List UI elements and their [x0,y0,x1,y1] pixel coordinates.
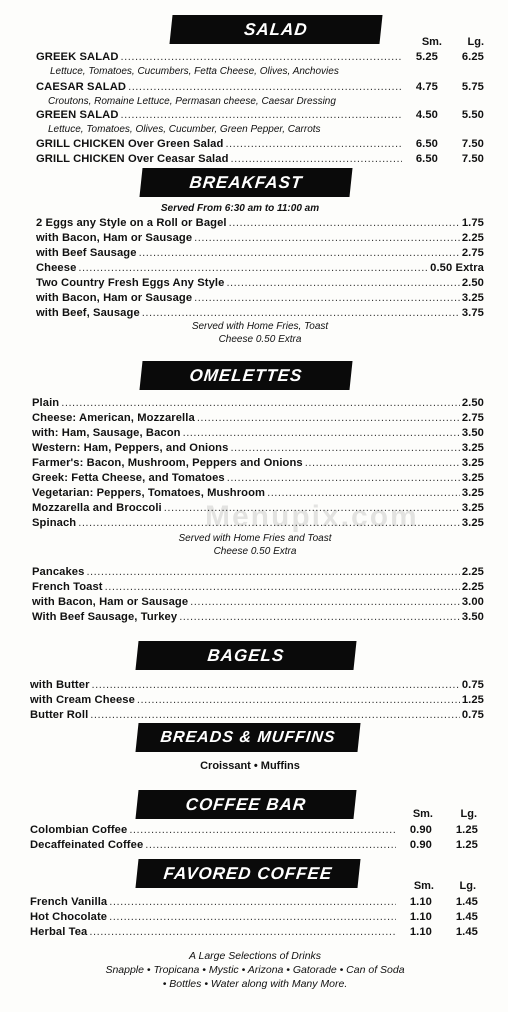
item-name: Herbal Tea [30,926,88,938]
menu-item [36,261,484,275]
item-description: Lettuce, Tomatoes, Cucumbers, Fetta Cheese, Olives, Anchovies [50,66,339,77]
item-price: 3.25 [461,502,484,514]
menu-item [30,823,478,837]
item-name: GREEK SALAD [36,51,119,63]
menu-item [36,50,484,64]
item-price: 3.25 [461,442,484,454]
menu-item [36,108,484,122]
item-price-sm: 0.90 [409,839,432,851]
menu-item [30,910,478,924]
item-description: Croutons, Romaine Lettuce, Permasan cheese, Caesar Dressing [48,96,336,107]
item-price-lg: 7.50 [461,138,484,150]
breakfast-note: Served with Home Fries, Toast [191,321,329,332]
item-name: with Butter [30,679,90,691]
menu-item [32,486,484,500]
item-name: Butter Roll [30,709,89,721]
watermark: Menupix.com [205,500,419,533]
item-name: CAESAR SALAD [36,81,127,93]
menu-item [30,925,478,939]
salad-col-sm: Sm. [421,36,442,48]
item-price-sm: 1.10 [409,896,432,908]
drinks-list: Snapple • Tropicana • Mystic • Arizona • Gatorade • Can of Soda [105,964,405,976]
item-name: Decaffeinated Coffee [30,839,144,851]
salad-col-lg: Lg. [467,36,484,48]
item-name: Two Country Fresh Eggs Any Style [36,277,225,289]
item-name: With Beef Sausage, Turkey [32,611,178,623]
item-name: GRILL CHICKEN Over Ceasar Salad [36,153,229,165]
item-name: GRILL CHICKEN Over Green Salad [36,138,224,150]
menu-item [36,246,484,260]
item-price-lg: 6.25 [461,51,484,63]
omelettes-note: Served with Home Fries and Toast [178,533,332,544]
item-name: with Cream Cheese [30,694,135,706]
menu-item [36,216,484,230]
item-price: 1.25 [461,694,484,706]
item-price: 3.25 [461,292,484,304]
item-name: with Bacon, Ham or Sausage [36,292,193,304]
bagels-banner: BAGELS [135,641,356,670]
menu-item [36,231,484,245]
menu-item [32,610,484,624]
item-name: with Bacon, Ham or Sausage [32,596,189,608]
item-price: 2.25 [461,581,484,593]
menu-item [36,306,484,320]
coffee-bar-banner: COFFEE BAR [135,790,356,819]
menu-item [32,396,484,410]
item-price-sm: 4.75 [415,81,438,93]
item-name: with Beef, Sausage [36,307,140,319]
item-name: Mozzarella and Broccoli [32,502,162,514]
item-name: Plain [32,397,60,409]
menu-item [30,895,478,909]
item-price: 2.25 [461,566,484,578]
item-price-sm: 6.50 [415,138,438,150]
item-price: 2.50 [461,277,484,289]
item-name: Cheese: American, Mozzarella [32,412,195,424]
item-name: Vegetarian: Peppers, Tomatoes, Mushroom [32,487,266,499]
favored-size-header [404,880,476,892]
favored-col-sm: Sm. [413,880,434,892]
item-price: 0.75 [461,709,484,721]
menu-item [32,456,484,470]
item-price: 2.75 [461,412,484,424]
item-name: French Toast [32,581,103,593]
item-name: Pancakes [32,566,85,578]
coffee-col-lg: Lg. [460,808,477,820]
menu-item [32,565,484,579]
item-price-sm: 1.10 [409,926,432,938]
item-name: with Bacon, Ham or Sausage [36,232,193,244]
item-price: 3.00 [461,596,484,608]
menu-item [30,678,484,692]
item-name: French Vanilla [30,896,108,908]
item-price-sm: 1.10 [409,911,432,923]
item-price-lg: 1.45 [455,896,478,908]
item-description: Lettuce, Tomatoes, Olives, Cucumber, Green Pepper, Carrots [48,124,321,135]
salad-size-header [400,36,484,48]
item-price: 0.75 [461,679,484,691]
item-name: Western: Ham, Peppers, and Onions [32,442,229,454]
item-price-lg: 1.45 [455,926,478,938]
item-price-lg: 1.45 [455,911,478,923]
menu-item [32,580,484,594]
menu-item [32,441,484,455]
breads-items: Croissant • Muffins [200,760,300,772]
item-price-sm: 6.50 [415,153,438,165]
item-price: 3.25 [461,457,484,469]
menu-item [32,426,484,440]
item-price: 3.50 [461,611,484,623]
item-price-lg: 5.75 [461,81,484,93]
item-name: Hot Chocolate [30,911,108,923]
item-name: 2 Eggs any Style on a Roll or Bagel [36,217,227,229]
menu-item [30,693,484,707]
favored-coffee-banner: FAVORED COFFEE [135,859,360,888]
item-price: 3.25 [461,472,484,484]
item-price: 2.75 [461,247,484,259]
item-price: 3.50 [461,427,484,439]
item-name: Farmer's: Bacon, Mushroom, Peppers and Onions [32,457,303,469]
item-price: 0.50 Extra [430,262,484,274]
item-price: 3.25 [461,487,484,499]
menu-item [32,471,484,485]
item-name: Spinach [32,517,77,529]
item-price: 2.50 [461,397,484,409]
drinks-heading: A Large Selections of Drinks [188,950,322,962]
item-price-sm: 4.50 [415,109,438,121]
item-name: Colombian Coffee [30,824,128,836]
menu-item [36,80,484,94]
item-price-sm: 5.25 [415,51,438,63]
salad-banner: SALAD [169,15,382,44]
item-price-lg: 7.50 [461,153,484,165]
favored-col-lg: Lg. [459,880,476,892]
item-price-sm: 0.90 [409,824,432,836]
menu-item [30,838,478,852]
breakfast-note: Cheese 0.50 Extra [218,334,302,345]
menu-item [36,276,484,290]
omelettes-banner: OMELETTES [139,361,352,390]
breads-muffins-banner: BREADS & MUFFINS [135,723,360,752]
menu-item [36,291,484,305]
item-price-lg: 1.25 [455,839,478,851]
drinks-list-cont: • Bottles • Water along with Many More. [162,978,348,990]
menu-item [36,152,484,166]
menu-item [36,137,484,151]
item-price: 3.25 [461,517,484,529]
coffee-size-header [397,808,477,820]
breakfast-banner: BREAKFAST [139,168,352,197]
item-price: 3.75 [461,307,484,319]
item-price: 1.75 [461,217,484,229]
item-name: Cheese [36,262,77,274]
item-name: Greek: Fetta Cheese, and Tomatoes [32,472,225,484]
item-price: 2.25 [461,232,484,244]
item-price-lg: 1.25 [455,824,478,836]
item-name: with Beef Sausage [36,247,137,259]
omelettes-note: Cheese 0.50 Extra [213,546,297,557]
item-name: with: Ham, Sausage, Bacon [32,427,181,439]
menu-item [30,708,484,722]
menu-item [32,595,484,609]
coffee-col-sm: Sm. [412,808,433,820]
item-name: GREEN SALAD [36,109,119,121]
breakfast-served-hours: Served From 6:30 am to 11:00 am [160,203,320,214]
menu-item [32,411,484,425]
item-price-lg: 5.50 [461,109,484,121]
